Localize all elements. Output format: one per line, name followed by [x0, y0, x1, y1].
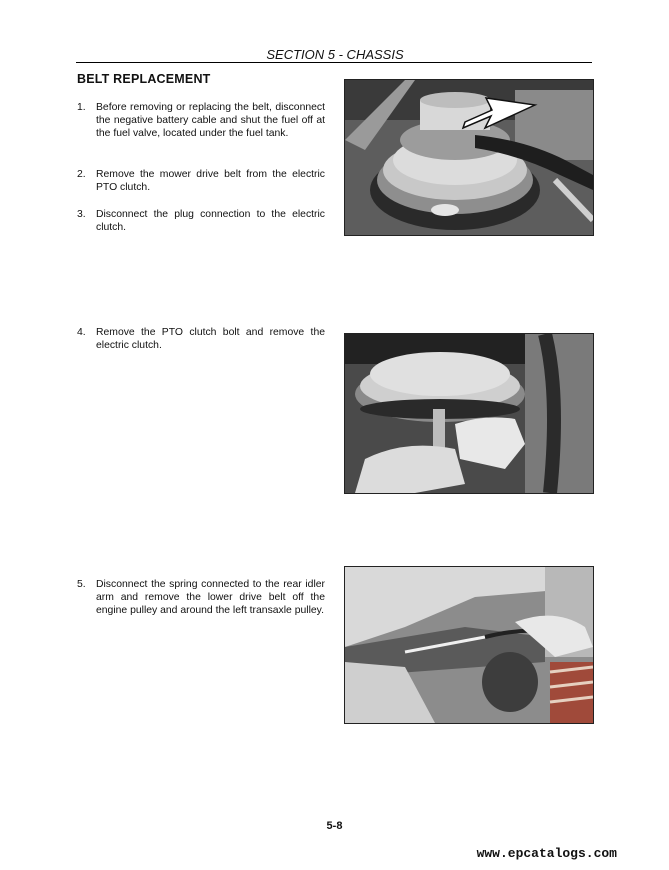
step-number: 4.	[77, 327, 86, 338]
pto-clutch-illustration	[345, 80, 593, 235]
page-number: 5-8	[326, 820, 343, 832]
photo-clutch-bolt	[344, 333, 594, 494]
step-number: 3.	[77, 209, 86, 220]
step-number: 2.	[77, 169, 86, 180]
header-rule	[76, 62, 592, 63]
step-1	[77, 101, 325, 140]
step-3	[77, 208, 325, 234]
step-4	[77, 326, 325, 352]
clutch-bolt-illustration	[345, 334, 593, 493]
idler-spring-illustration	[345, 567, 593, 723]
photo-pto-clutch	[344, 79, 594, 236]
watermark: www.epcatalogs.com	[476, 846, 617, 861]
step-5	[77, 578, 325, 617]
step-text: Remove the mower drive belt from the electric PTO clutch.	[96, 169, 325, 193]
step-number: 1.	[77, 102, 86, 113]
step-number: 5.	[77, 579, 86, 590]
photo-idler-spring	[344, 566, 594, 724]
step-2	[77, 168, 325, 194]
step-text: Remove the PTO clutch bolt and remove the electric clutch.	[96, 327, 325, 351]
step-text: Disconnect the spring connected to the rear idler arm and remove the lower drive belt off the engine pulley and around the left transaxle pulley.	[96, 579, 325, 616]
section-header: SECTION 5 - CHASSIS	[266, 47, 404, 62]
step-text: Before removing or replacing the belt, disconnect the negative battery cable and shut the fuel off at the fuel valve, located under the fuel tank.	[96, 102, 325, 139]
page-title: BELT REPLACEMENT	[77, 72, 211, 86]
step-text: Disconnect the plug connection to the electric clutch.	[96, 209, 325, 233]
